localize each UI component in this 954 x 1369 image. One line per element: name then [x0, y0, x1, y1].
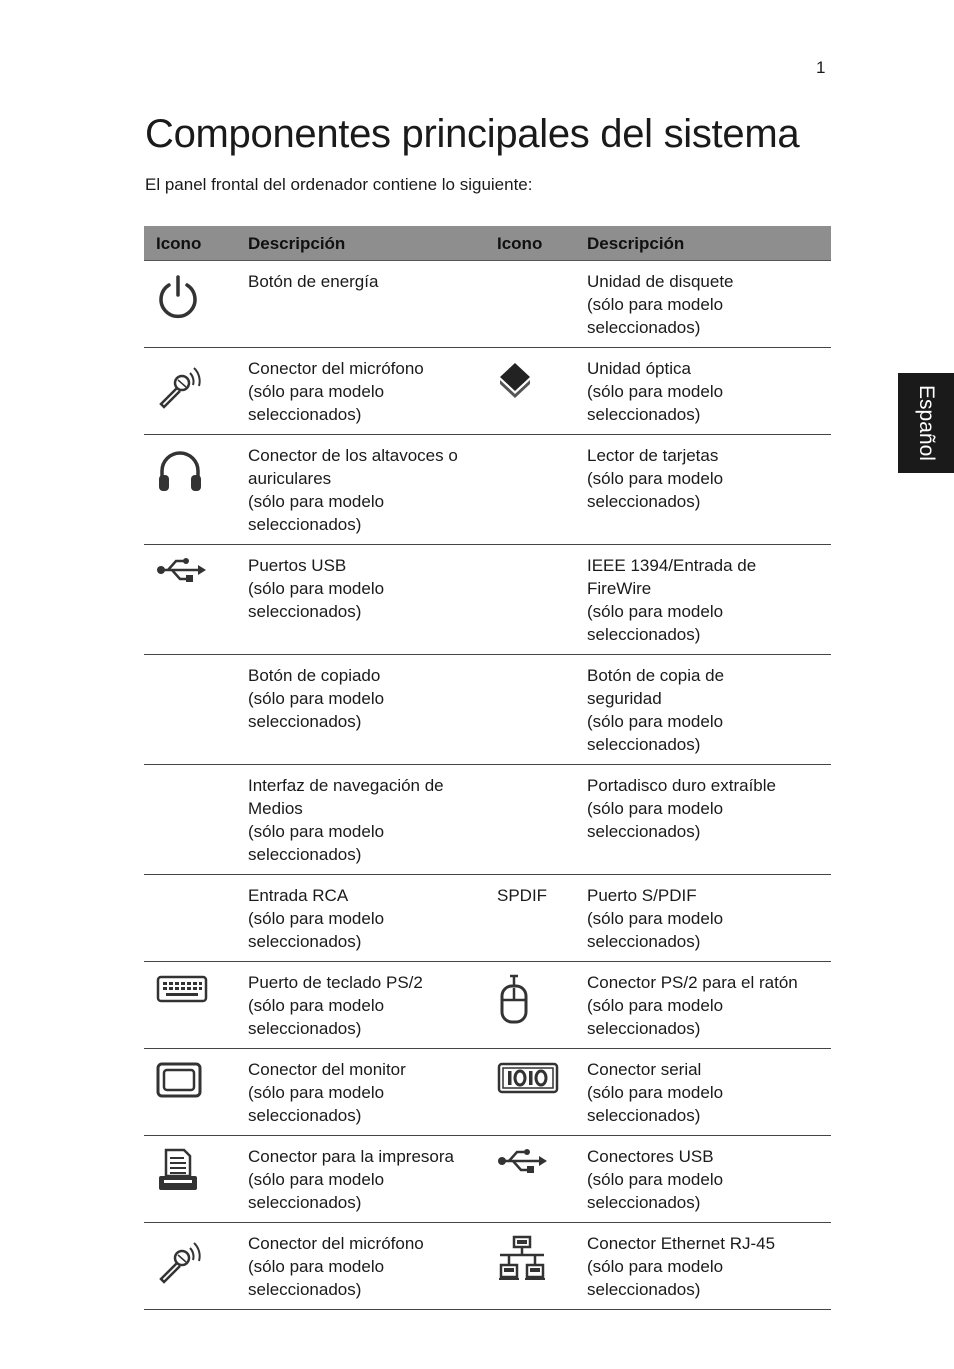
icon-cell-2	[497, 875, 587, 962]
icon-cell-2	[497, 545, 587, 655]
serial-port-icon	[497, 1061, 587, 1101]
table-row	[144, 875, 831, 962]
table-row	[144, 1223, 831, 1310]
table-row	[144, 348, 831, 435]
monitor-icon	[156, 1061, 245, 1105]
icon-cell-2	[497, 348, 587, 435]
intro-text: El panel frontal del ordenador contiene lo siguiente:	[145, 175, 533, 194]
description-cell-1: Conector del micrófono (sólo para modelo seleccionados)	[245, 1223, 497, 1310]
description-cell-1: Botón de copiado (sólo para modelo seleccionados)	[245, 655, 497, 765]
icon-cell-2	[497, 962, 587, 1049]
page-title: Componentes principales del sistema	[145, 112, 800, 156]
description-cell-2: Unidad de disquete (sólo para modelo seleccionados)	[587, 261, 831, 348]
icon-cell-1	[144, 875, 245, 962]
microphone-icon	[156, 1235, 245, 1291]
description-cell-1: Puerto de teclado PS/2 (sólo para modelo seleccionados)	[245, 962, 497, 1049]
icon-cell-2	[497, 1136, 587, 1223]
mouse-icon	[497, 974, 587, 1032]
description-cell-2: Unidad óptica (sólo para modelo seleccionados)	[587, 348, 831, 435]
description-cell-2: IEEE 1394/Entrada de FireWire (sólo para modelo seleccionados)	[587, 545, 831, 655]
table-row	[144, 261, 831, 348]
icon-cell-1	[144, 1223, 245, 1310]
description-cell-1: Botón de energía	[245, 261, 497, 348]
icon-cell-1	[144, 1049, 245, 1136]
spdif-label: SPDIF	[497, 886, 548, 905]
keyboard-icon	[156, 974, 245, 1010]
icon-cell-1	[144, 348, 245, 435]
table-row	[144, 962, 831, 1049]
header-description-1: Descripción	[245, 226, 497, 261]
icon-cell-2	[497, 655, 587, 765]
power-icon	[156, 273, 245, 327]
language-side-tab	[898, 373, 954, 473]
description-cell-2: Conector PS/2 para el ratón (sólo para modelo seleccionados)	[587, 962, 831, 1049]
icon-cell-1	[144, 655, 245, 765]
usb-icon	[156, 557, 245, 589]
table-row	[144, 435, 831, 545]
description-cell-2: Conector Ethernet RJ-45 (sólo para modelo seleccionados)	[587, 1223, 831, 1310]
table-row	[144, 1049, 831, 1136]
description-cell-2: Conectores USB (sólo para modelo seleccionados)	[587, 1136, 831, 1223]
table-row	[144, 655, 831, 765]
description-cell-2: Conector serial (sólo para modelo seleccionados)	[587, 1049, 831, 1136]
description-cell-1: Puertos USB (sólo para modelo seleccionados)	[245, 545, 497, 655]
optical-disc-icon	[497, 360, 587, 406]
ethernet-icon	[497, 1235, 587, 1287]
description-cell-1: Conector para la impresora (sólo para modelo seleccionados)	[245, 1136, 497, 1223]
table-row	[144, 545, 831, 655]
header-description-2: Descripción	[587, 226, 831, 261]
description-cell-1: Conector del micrófono (sólo para modelo seleccionados)	[245, 348, 497, 435]
icon-cell-2	[497, 1049, 587, 1136]
icon-cell-1	[144, 765, 245, 875]
icon-cell-1	[144, 1136, 245, 1223]
language-tab-label: Español	[915, 385, 938, 461]
icon-cell-2	[497, 435, 587, 545]
icon-cell-1	[144, 261, 245, 348]
icon-cell-1	[144, 962, 245, 1049]
table-row	[144, 1136, 831, 1223]
icon-cell-1	[144, 545, 245, 655]
headphones-icon	[156, 447, 245, 501]
description-cell-1: Conector del monitor (sólo para modelo seleccionados)	[245, 1049, 497, 1136]
icon-cell-1	[144, 435, 245, 545]
icon-cell-2	[497, 261, 587, 348]
microphone-icon	[156, 360, 245, 416]
components-table	[144, 226, 831, 1310]
description-cell-1: Interfaz de navegación de Medios (sólo para modelo seleccionados)	[245, 765, 497, 875]
description-cell-2: Portadisco duro extraíble (sólo para modelo seleccionados)	[587, 765, 831, 875]
header-icon-2: Icono	[497, 226, 587, 261]
description-cell-2: Botón de copia de seguridad (sólo para modelo seleccionados)	[587, 655, 831, 765]
icon-cell-2	[497, 765, 587, 875]
icon-cell-2	[497, 1223, 587, 1310]
description-cell-1: Entrada RCA (sólo para modelo seleccionados)	[245, 875, 497, 962]
usb-icon	[497, 1148, 587, 1180]
page-number: 1	[816, 58, 826, 77]
table-row	[144, 765, 831, 875]
header-icon-1: Icono	[144, 226, 245, 261]
description-cell-1: Conector de los altavoces o auriculares (sólo para modelo seleccionados)	[245, 435, 497, 545]
table-header-row	[144, 226, 831, 261]
description-cell-2: Puerto S/PDIF (sólo para modelo seleccionados)	[587, 875, 831, 962]
description-cell-2: Lector de tarjetas (sólo para modelo seleccionados)	[587, 435, 831, 545]
printer-icon	[156, 1148, 245, 1200]
